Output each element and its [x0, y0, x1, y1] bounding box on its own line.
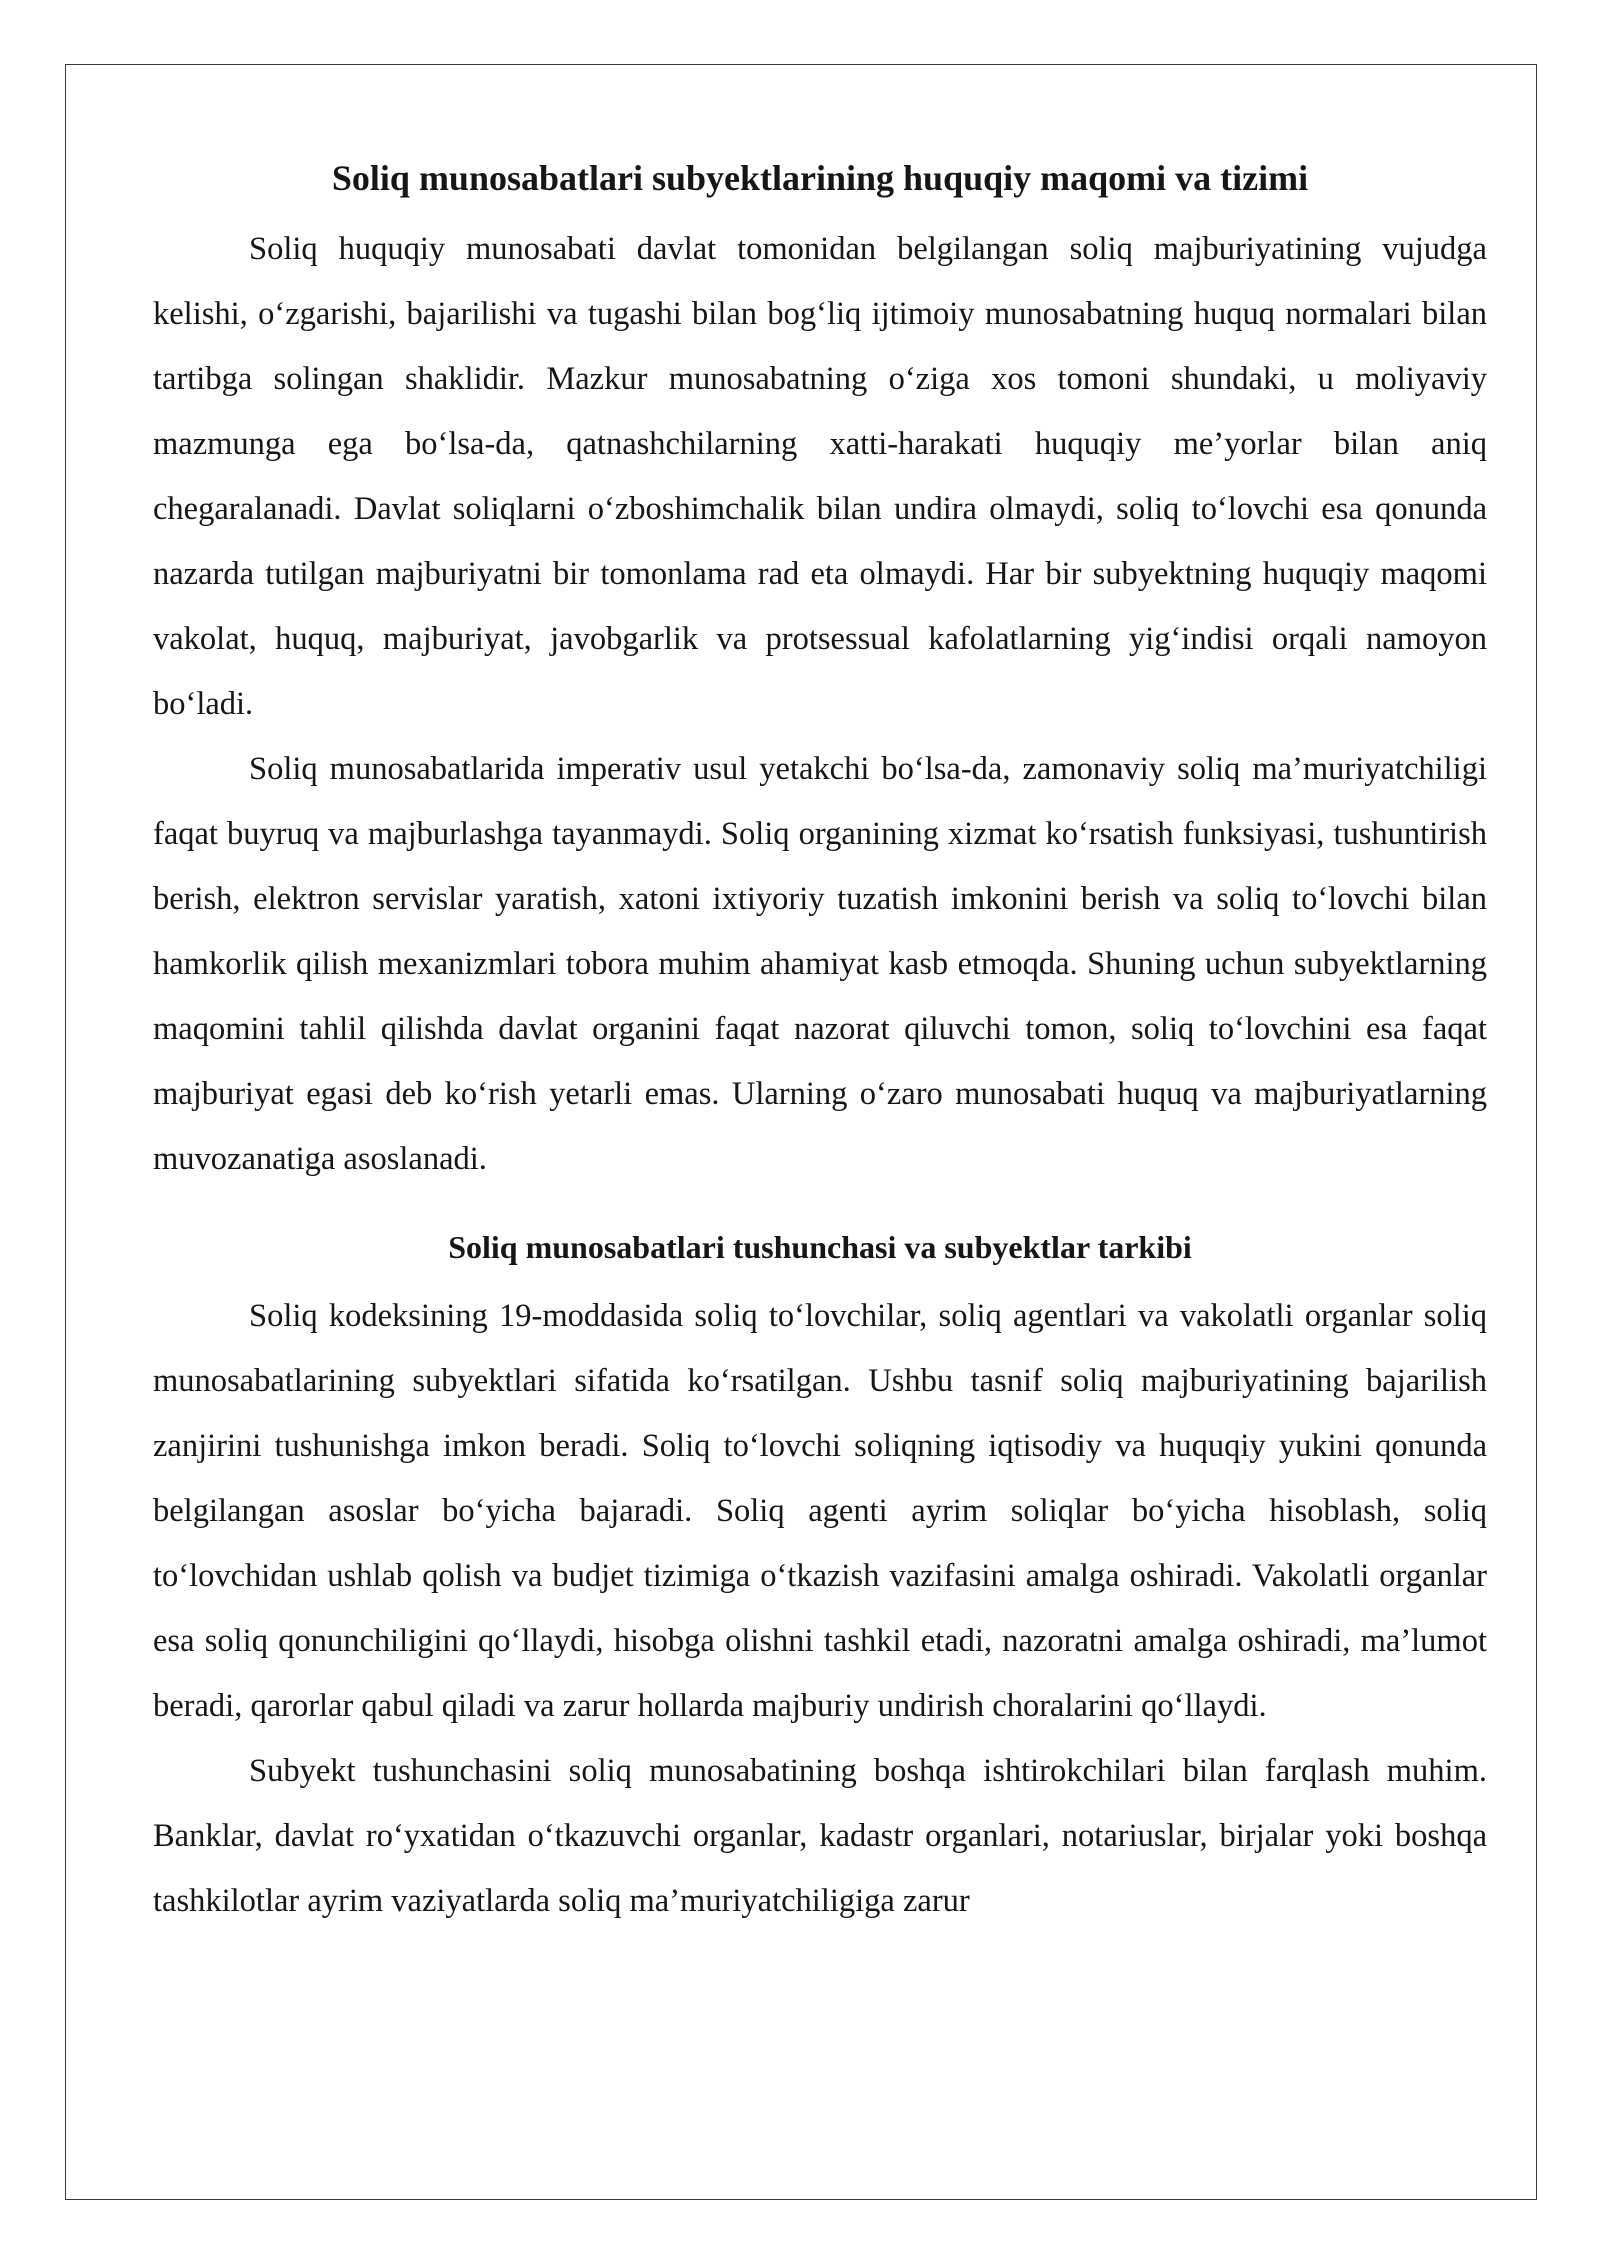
- document-body: [153, 151, 1487, 1934]
- section-heading: Soliq munosabatlari tushunchasi va subyektlar tarkibi: [448, 1229, 1192, 1265]
- paragraph: Soliq munosabatlarida imperativ usul yetakchi bo‘lsa-da, zamonaviy soliq ma’muriyatchiligi faqat buyruq va majburlashga tayanmaydi. Soliq organining xizmat ko‘rsatish funksiyasi, tushuntirish berish, elektron servislar yaratish, xatoni ixtiyoriy tuzatish imkonini berish va soliq to‘lovchi bilan hamkorlik qilish mexanizmlari tobora muhim ahamiyat kasb etmoqda. Shuning uchun subyektlarning maqomini tahlil qilishda davlat organini faqat nazorat qiluvchi tomon, soliq to‘lovchini esa faqat majburiyat egasi deb ko‘rish yetarli emas. Ularning o‘zaro munosabati huquq va majburiyatlarning muvozanatiga asoslanadi.: [153, 751, 1487, 1177]
- paragraph: Soliq huquqiy munosabati davlat tomonidan belgilangan soliq majburiyatining vujudga kelishi, o‘zgarishi, bajarilishi va tugashi bilan bog‘liq ijtimoiy munosabatning huquq normalari bilan tartibga solingan shaklidir. Mazkur munosabatning o‘ziga xos tomoni shundaki, u moliyaviy mazmunga ega bo‘lsa-da, qatnashchilarning xatti-harakati huquqiy me’yorlar bilan aniq chegaralanadi. Davlat soliqlarni o‘zboshimchalik bilan undira olmaydi, soliq to‘lovchi esa qonunda nazarda tutilgan majburiyatni bir tomonlama rad eta olmaydi. Har bir subyektning huquqiy maqomi vakolat, huquq, majburiyat, javobgarlik va protsessual kafolatlarning yig‘indisi orqali namoyon bo‘ladi.: [153, 231, 1487, 722]
- paragraph: Soliq kodeksining 19-moddasida soliq to‘lovchilar, soliq agentlari va vakolatli organlar soliq munosabatlarining subyektlari sifatida ko‘rsatilgan. Ushbu tasnif soliq majburiyatining bajarilish zanjirini tushunishga imkon beradi. Soliq to‘lovchi soliqning iqtisodiy va huquqiy yukini qonunda belgilangan asoslar bo‘yicha bajaradi. Soliq agenti ayrim soliqlar bo‘yicha hisoblash, soliq to‘lovchidan ushlab qolish va budjet tizimiga o‘tkazish vazifasini amalga oshiradi. Vakolatli organlar esa soliq qonunchiligini qo‘llaydi, hisobga olishni tashkil etadi, nazoratni amalga oshiradi, ma’lumot beradi, qarorlar qabul qiladi va zarur hollarda majburiy undirish choralarini qo‘llaydi.: [153, 1298, 1487, 1724]
- document-title: Soliq munosabatlari subyektlarining huquqiy maqomi va tizimi: [331, 158, 1309, 198]
- paragraph: Subyekt tushunchasini soliq munosabatining boshqa ishtirokchilari bilan farqlash muhim. Banklar, davlat ro‘yxatidan o‘tkazuvchi organlar, kadastr organlari, notariuslar, birjalar yoki boshqa tashkilotlar ayrim vaziyatlarda soliq ma’muriyatchiligiga zarur: [153, 1753, 1487, 1919]
